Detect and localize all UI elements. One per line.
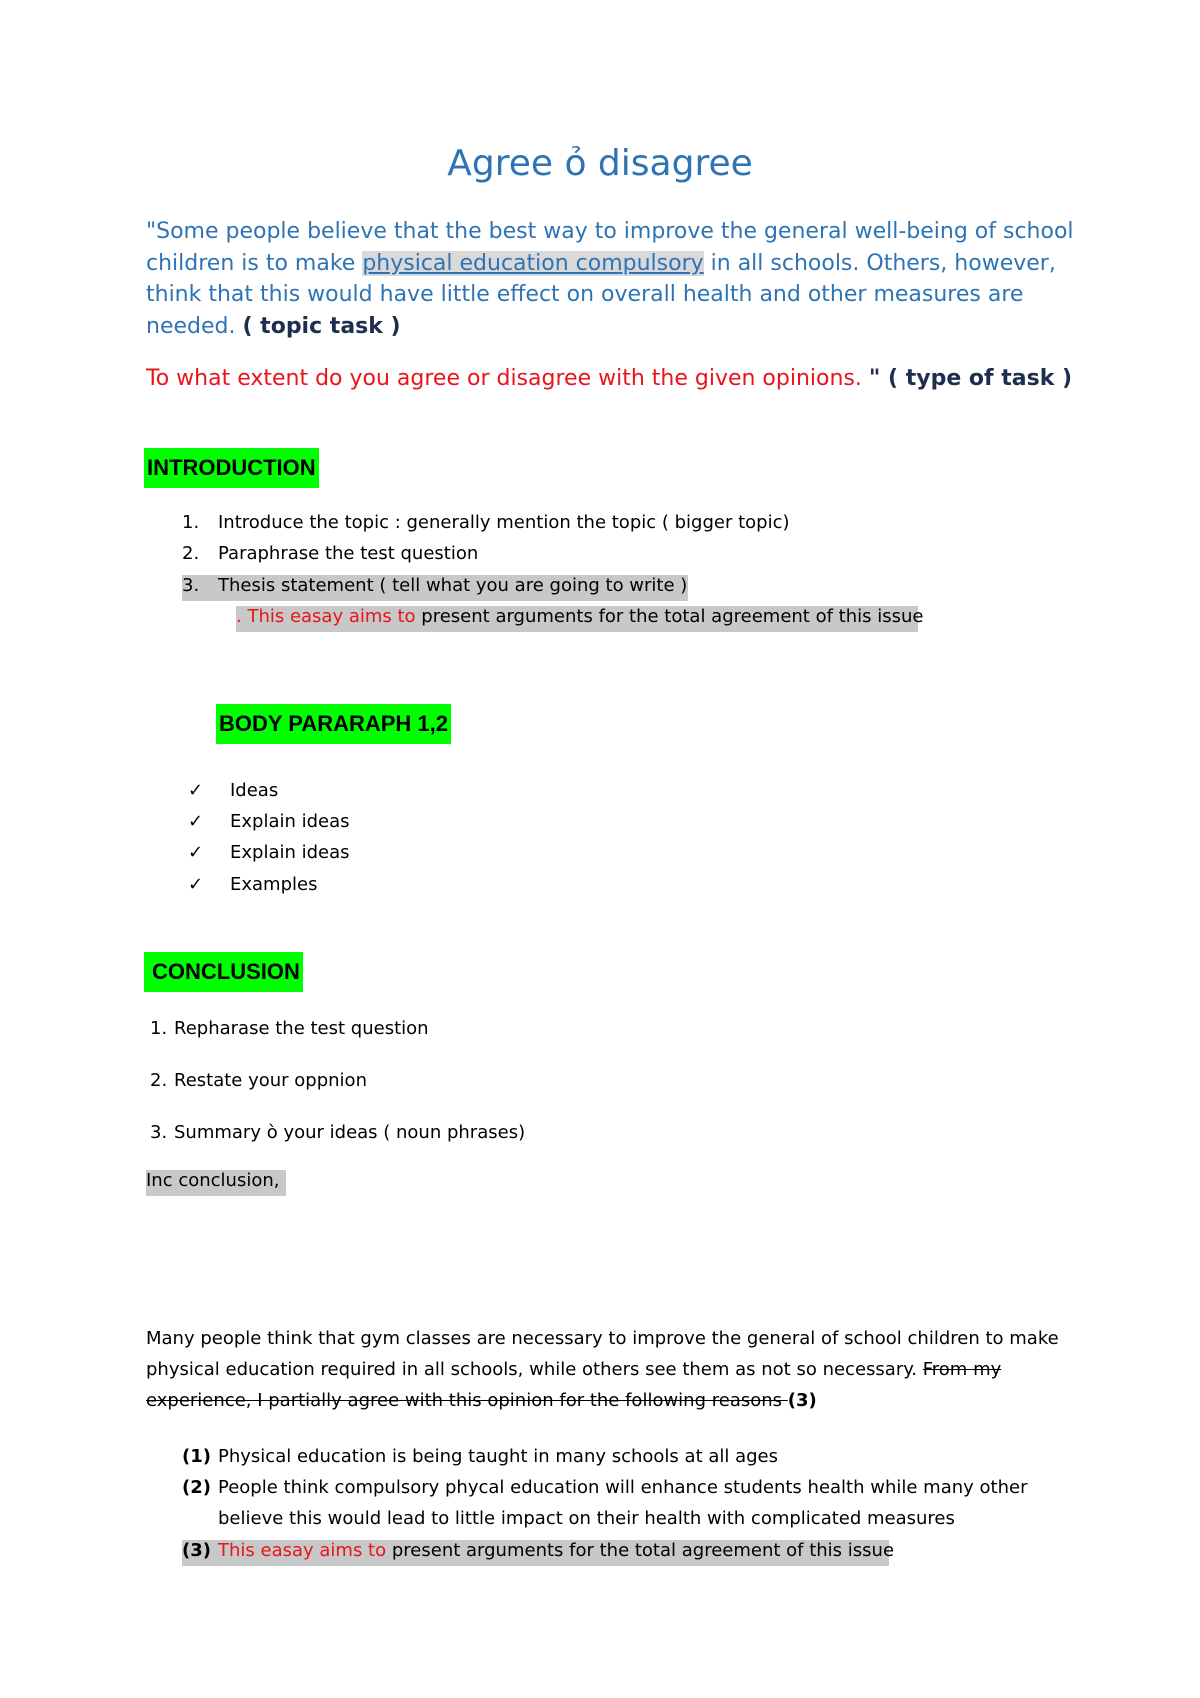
thesis-example bbox=[236, 606, 924, 632]
list-number: 1. bbox=[150, 1018, 168, 1039]
list-text: Restate your oppnion bbox=[174, 1070, 367, 1091]
checkmark-icon: ✓ bbox=[188, 874, 204, 895]
essay-reference-tag: (3) bbox=[787, 1390, 817, 1411]
conclusion-heading: CONCLUSION bbox=[144, 952, 303, 992]
question-tag: " ( type of task ) bbox=[868, 366, 1073, 391]
list-number: 1. bbox=[182, 512, 200, 533]
list-number: 3. bbox=[182, 575, 200, 596]
list-text: Paraphrase the test question bbox=[218, 543, 479, 564]
list-text: Introduce the topic : generally mention the topic ( bigger topic) bbox=[218, 512, 790, 533]
thesis-rest-text: present arguments for the total agreement of this issue bbox=[415, 606, 924, 627]
point-number: (3) bbox=[182, 1540, 211, 1561]
conclusion-lead bbox=[146, 1170, 286, 1196]
list-text: Thesis statement ( tell what you are going to write ) bbox=[218, 575, 688, 596]
prompt-text-2: in all schools. Others, however, think that this would have little effect on overall health and other measures are needed. bbox=[146, 250, 1056, 339]
prompt-tag: ( topic task ) bbox=[242, 313, 401, 339]
question-text: To what extent do you agree or disagree with the given opinions. bbox=[146, 366, 869, 391]
body-checklist bbox=[188, 780, 588, 910]
point-rest-text: present arguments for the total agreement of this issue bbox=[386, 1540, 895, 1561]
point-text: Physical education is being taught in many schools at all ages bbox=[218, 1446, 779, 1467]
checklist-text: Examples bbox=[230, 874, 318, 895]
essay-line bbox=[146, 1390, 817, 1411]
checklist-text: Explain ideas bbox=[230, 811, 350, 832]
checkmark-icon: ✓ bbox=[188, 842, 204, 863]
introduction-heading: INTRODUCTION bbox=[144, 448, 319, 488]
point-number: (1) bbox=[182, 1446, 211, 1467]
checklist-text: Ideas bbox=[230, 780, 279, 801]
essay-struck-text: From my bbox=[922, 1359, 1002, 1380]
prompt-text-1: "Some people believe that the best way to improve the general well-being of school children is to make bbox=[146, 219, 1074, 276]
list-text: Summary ò your ideas ( noun phrases) bbox=[174, 1122, 526, 1143]
list-number: 2. bbox=[182, 543, 200, 564]
point-number: (2) bbox=[182, 1477, 211, 1498]
document-title: Agree ỏ disagree bbox=[447, 143, 753, 184]
checklist-text: Explain ideas bbox=[230, 842, 350, 863]
task-question bbox=[146, 363, 1076, 394]
point-text: believe this would lead to little impact on their health with complicated measures bbox=[218, 1508, 955, 1529]
prompt-highlighted-link[interactable]: physical education compulsory bbox=[362, 250, 704, 276]
essay-struck-text: experience, I partially agree with this opinion for the following reasons bbox=[146, 1390, 788, 1411]
thesis-red-text: . This easay aims to bbox=[236, 606, 416, 627]
list-number: 3. bbox=[150, 1122, 168, 1143]
list-number: 2. bbox=[150, 1070, 168, 1091]
list-text: Repharase the test question bbox=[174, 1018, 429, 1039]
checkmark-icon: ✓ bbox=[188, 780, 204, 801]
conclusion-lead-text: Inc conclusion, bbox=[146, 1170, 280, 1191]
point-red-text: This easay aims to bbox=[218, 1540, 387, 1561]
essay-prompt bbox=[146, 216, 1076, 342]
essay-line: Many people think that gym classes are necessary to improve the general of school children to make bbox=[146, 1328, 1059, 1349]
body-heading: BODY PARARAPH 1,2 bbox=[216, 704, 451, 744]
checkmark-icon: ✓ bbox=[188, 811, 204, 832]
essay-point-highlighted bbox=[182, 1540, 895, 1566]
essay-text: physical education required in all schools, while others see them as not so necessary. bbox=[146, 1359, 923, 1380]
introduction-list bbox=[182, 512, 1082, 632]
point-text: People think compulsory phycal education will enhance students health while many other bbox=[218, 1477, 1028, 1498]
point-text bbox=[218, 1540, 894, 1561]
essay-line bbox=[146, 1359, 1001, 1380]
essay-points bbox=[182, 1446, 1082, 1576]
list-item-highlighted bbox=[182, 575, 688, 601]
